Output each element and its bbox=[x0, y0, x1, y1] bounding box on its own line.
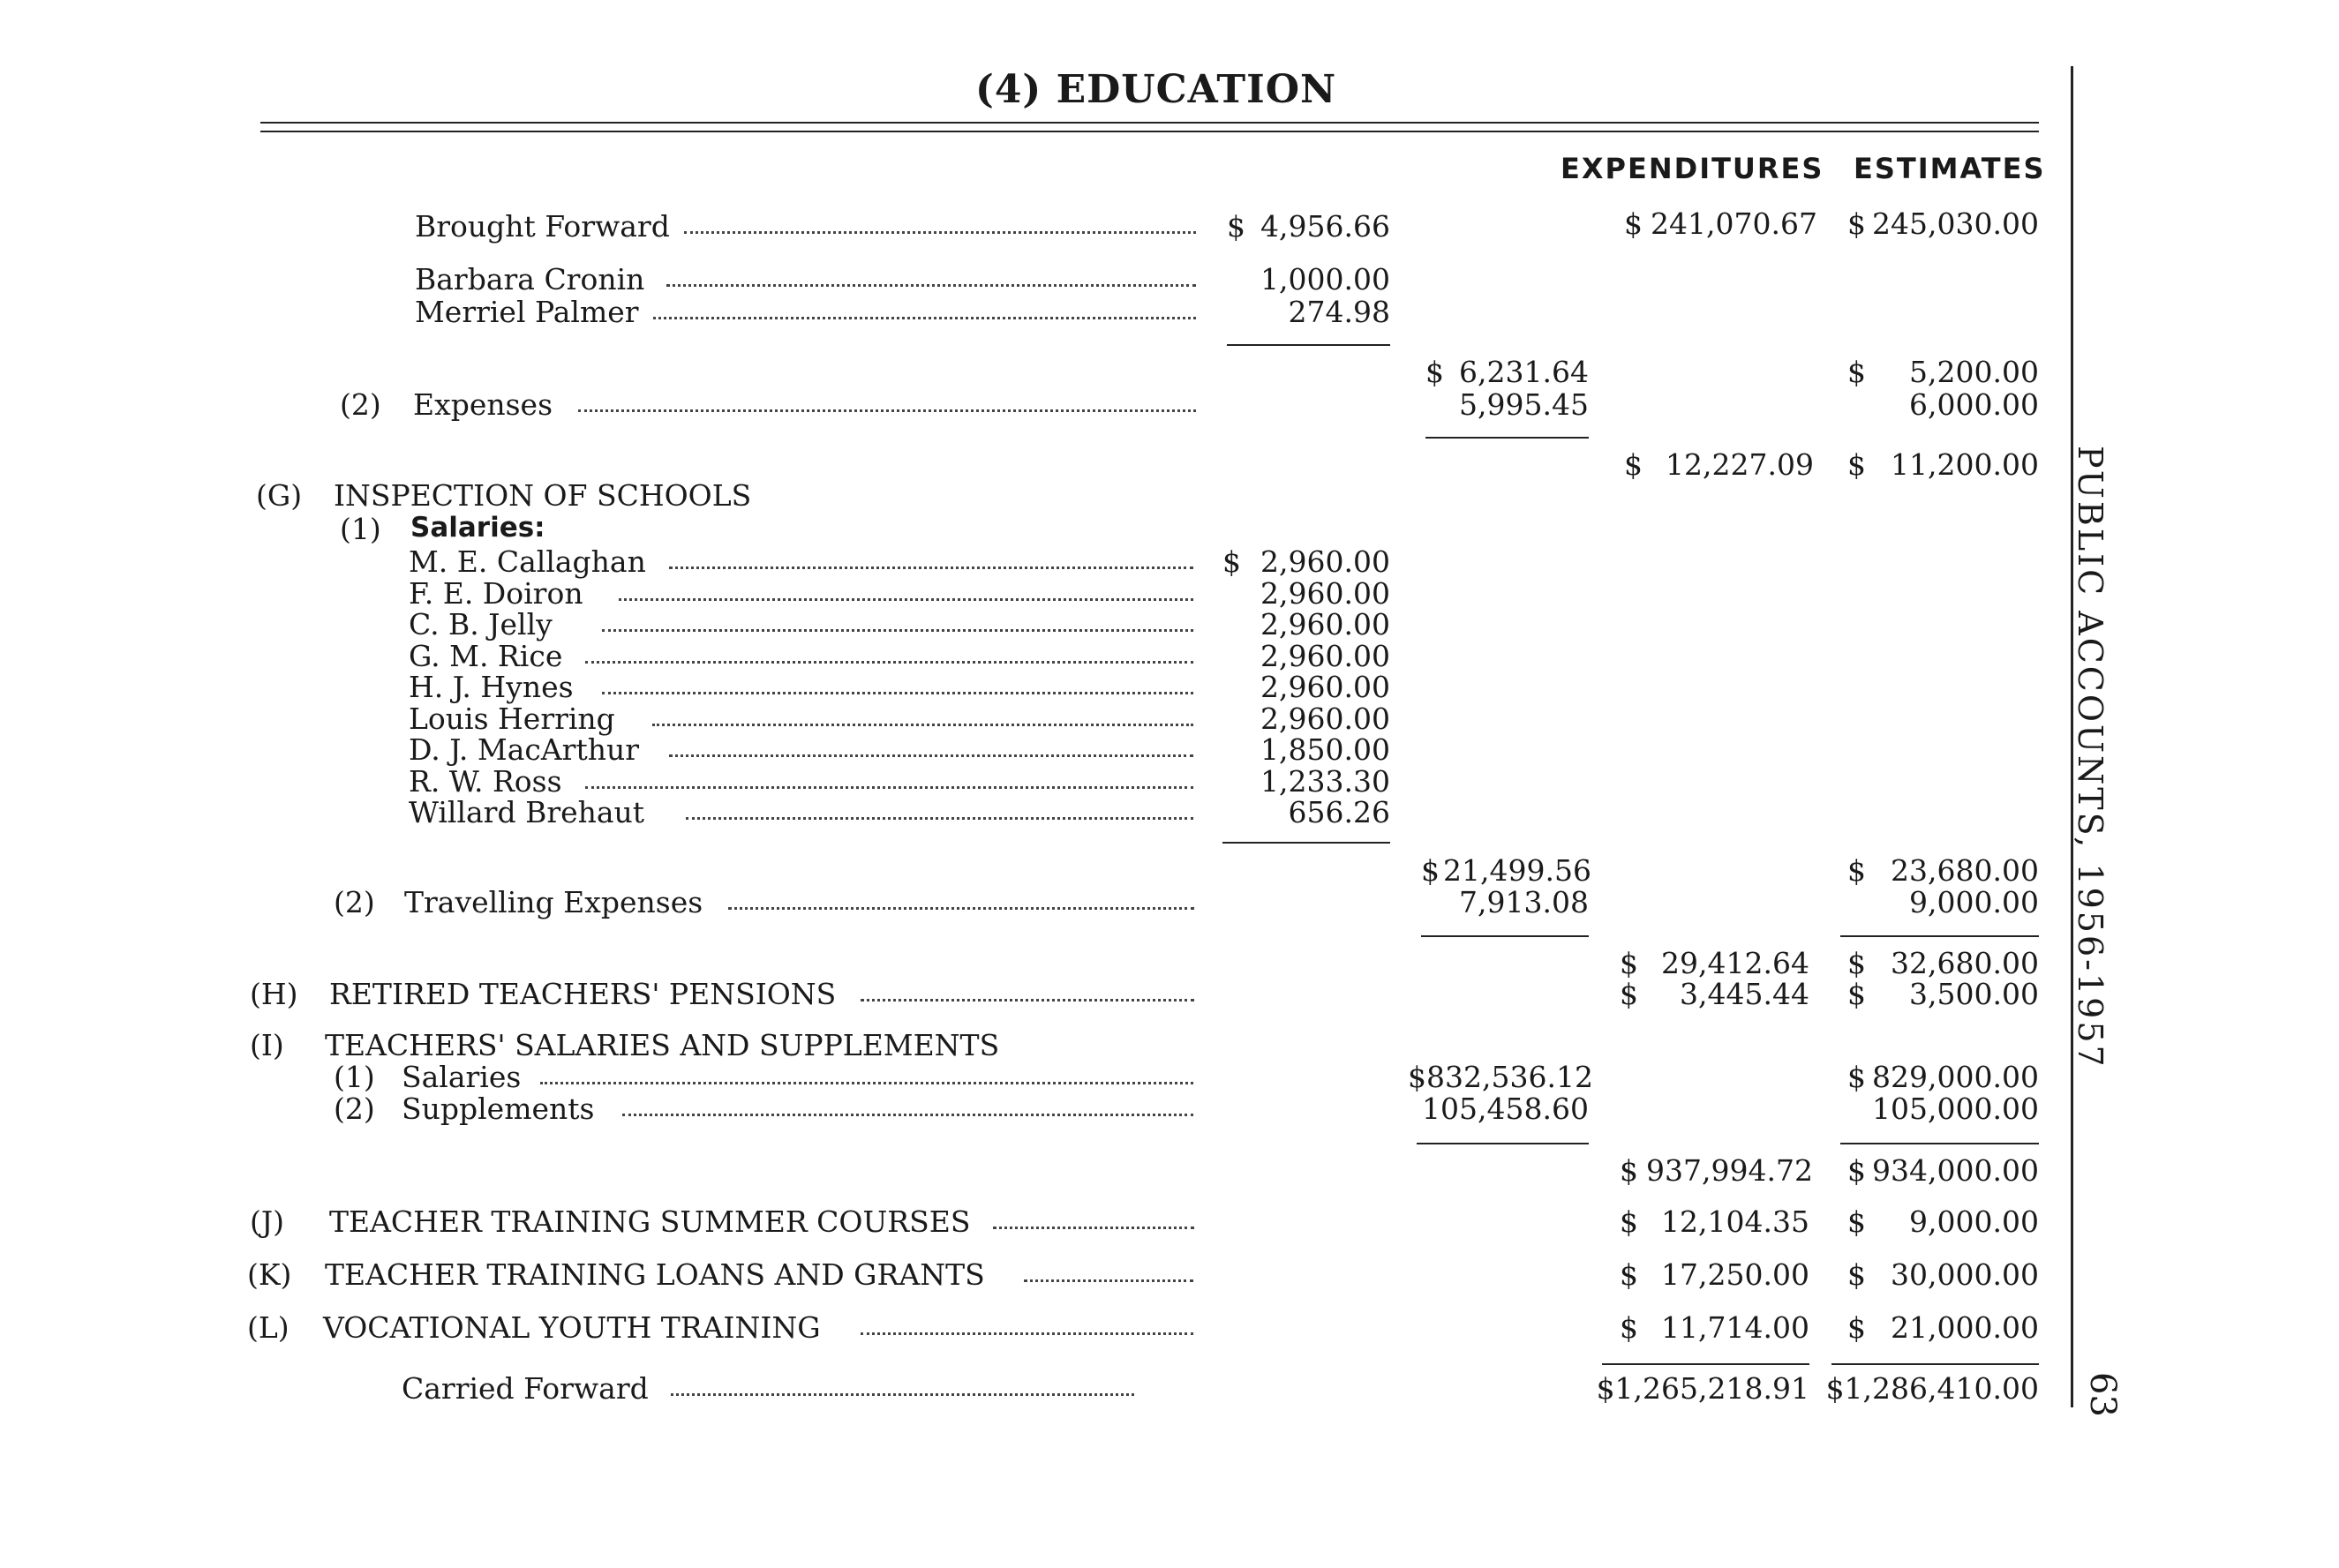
currency-sign: $ bbox=[1624, 447, 1643, 482]
currency-sign: $ bbox=[1847, 1310, 1866, 1345]
currency-sign: $ bbox=[1421, 853, 1440, 888]
currency-sign: $ bbox=[1624, 206, 1643, 241]
leader-dots bbox=[666, 284, 1196, 287]
section-title: TEACHER TRAINING LOANS AND GRANTS bbox=[325, 1257, 985, 1292]
leader-dots bbox=[686, 817, 1193, 820]
carried-forward-label: Carried Forward bbox=[402, 1371, 649, 1406]
currency-sign: $ bbox=[1620, 977, 1638, 1011]
leader-dots bbox=[861, 999, 1194, 1002]
staff-amount: 656.26 bbox=[1288, 795, 1390, 829]
staff-name: H. J. Hynes bbox=[409, 670, 574, 704]
carried-forward-estimate: $1,286,410.00 bbox=[1825, 1371, 2039, 1406]
expenses-estimate: 6,000.00 bbox=[1909, 387, 2039, 422]
currency-sign: $ bbox=[1847, 1060, 1866, 1094]
currency-sign: $ bbox=[1620, 1257, 1638, 1292]
leader-dots bbox=[728, 907, 1194, 910]
youth-training-estimate: 21,000.00 bbox=[1891, 1310, 2039, 1345]
section-g-total-estimate: 32,680.00 bbox=[1891, 946, 2039, 980]
staff-name: C. B. Jelly bbox=[409, 607, 553, 641]
currency-sign: $ bbox=[1425, 355, 1444, 389]
youth-training-expenditure: 11,714.00 bbox=[1661, 1310, 1809, 1345]
currency-sign: $ bbox=[1847, 853, 1866, 888]
currency-sign: $ bbox=[1847, 977, 1866, 1011]
subtotal-rule bbox=[1421, 935, 1589, 937]
staff-amount: 2,960.00 bbox=[1260, 701, 1390, 736]
page-number: 63 bbox=[2082, 1372, 2123, 1417]
item-number: (2) bbox=[334, 885, 375, 919]
section-f-total-expenditure: 12,227.09 bbox=[1666, 447, 1814, 482]
item-number: (2) bbox=[334, 1092, 375, 1126]
expenses-expenditure: 5,995.45 bbox=[1459, 387, 1589, 422]
leader-dots bbox=[578, 409, 1196, 412]
page-title: (4) EDUCATION bbox=[975, 67, 1337, 112]
leader-dots bbox=[602, 692, 1193, 694]
staff-amount: 2,960.00 bbox=[1260, 544, 1390, 579]
section-title: INSPECTION OF SCHOOLS bbox=[334, 478, 752, 513]
leader-dots bbox=[861, 1332, 1193, 1335]
expenditures-header: EXPENDITURES bbox=[1561, 152, 1824, 185]
currency-sign: $ bbox=[1847, 1257, 1866, 1292]
side-running-title: PUBLIC ACCOUNTS, 1956-1957 bbox=[2071, 446, 2110, 1069]
staff-name: Barbara Cronin bbox=[415, 262, 645, 296]
travel-label: Travelling Expenses bbox=[404, 885, 703, 919]
salaries-label: Salaries bbox=[402, 1060, 522, 1094]
subtotal-rule bbox=[1840, 1143, 2039, 1144]
header-rule bbox=[260, 122, 2039, 124]
section-letter: (J) bbox=[250, 1204, 284, 1239]
inspection-salaries-expenditure: 21,499.56 bbox=[1443, 853, 1591, 888]
section-title: RETIRED TEACHERS' PENSIONS bbox=[329, 977, 837, 1011]
staff-amount: 2,960.00 bbox=[1260, 670, 1390, 704]
subtotal-rule bbox=[1222, 842, 1390, 844]
staff-name: Louis Herring bbox=[409, 701, 615, 736]
currency-sign: $ bbox=[1620, 1153, 1638, 1188]
pensions-expenditure: 3,445.44 bbox=[1680, 977, 1809, 1011]
travel-estimate: 9,000.00 bbox=[1909, 885, 2039, 919]
staff-amount: 2,960.00 bbox=[1260, 576, 1390, 611]
subtotal-rule bbox=[1425, 437, 1589, 439]
estimates-header: ESTIMATES bbox=[1854, 152, 2046, 185]
currency-sign: $ bbox=[1620, 946, 1638, 980]
staff-name: D. J. MacArthur bbox=[409, 732, 640, 767]
currency-sign: $ bbox=[1847, 206, 1866, 241]
section-letter: (H) bbox=[250, 977, 298, 1011]
leader-dots bbox=[622, 1114, 1193, 1116]
leader-dots bbox=[669, 566, 1193, 569]
currency-sign: $ bbox=[1847, 447, 1866, 482]
section-title: TEACHERS' SALARIES AND SUPPLEMENTS bbox=[325, 1028, 1000, 1062]
travel-expenditure: 7,913.08 bbox=[1459, 885, 1589, 919]
section-f-total-estimate: 11,200.00 bbox=[1891, 447, 2039, 482]
loans-grants-estimate: 30,000.00 bbox=[1891, 1257, 2039, 1292]
section-title: VOCATIONAL YOUTH TRAINING bbox=[323, 1310, 821, 1345]
item-number: (2) bbox=[340, 387, 381, 422]
section-i-total-estimate: 934,000.00 bbox=[1872, 1153, 2039, 1188]
currency-sign: $ bbox=[1620, 1310, 1638, 1345]
section-letter: (L) bbox=[247, 1310, 290, 1345]
item-number: (1) bbox=[340, 512, 381, 546]
teacher-salaries-expenditure: $832,536.12 bbox=[1408, 1060, 1593, 1094]
loans-grants-expenditure: 17,250.00 bbox=[1661, 1257, 1809, 1292]
subtotal-rule bbox=[1227, 344, 1390, 346]
leader-dots bbox=[653, 317, 1196, 319]
brought-forward-label: Brought Forward bbox=[415, 209, 670, 244]
staff-amount: 274.98 bbox=[1288, 295, 1390, 329]
staff-name: G. M. Rice bbox=[409, 639, 563, 673]
salaries-heading: Salaries: bbox=[410, 512, 545, 544]
supplements-estimate: 105,000.00 bbox=[1872, 1092, 2039, 1126]
staff-amount: 1,233.30 bbox=[1260, 764, 1390, 799]
supplements-expenditure: 105,458.60 bbox=[1422, 1092, 1589, 1126]
section-letter: (I) bbox=[250, 1028, 284, 1062]
header-rule bbox=[260, 131, 2039, 132]
leader-dots bbox=[540, 1082, 1193, 1084]
expenses-label: Expenses bbox=[413, 387, 553, 422]
pensions-estimate: 3,500.00 bbox=[1909, 977, 2039, 1011]
leader-dots bbox=[671, 1393, 1134, 1396]
subtotal-rule bbox=[1417, 1143, 1589, 1144]
total-rule bbox=[1602, 1363, 1809, 1365]
currency-sign: $ bbox=[1847, 1153, 1866, 1188]
carried-forward-expenditure: $1,265,218.91 bbox=[1596, 1371, 1809, 1406]
currency-sign: $ bbox=[1222, 544, 1241, 579]
staff-name: Merriel Palmer bbox=[415, 295, 639, 329]
currency-sign: $ bbox=[1620, 1204, 1638, 1239]
section-g-total-expenditure: 29,412.64 bbox=[1661, 946, 1809, 980]
staff-name: F. E. Doiron bbox=[409, 576, 583, 611]
section-letter: (G) bbox=[256, 478, 303, 513]
salaries-subtotal-estimate: 5,200.00 bbox=[1909, 355, 2039, 389]
brought-forward-amount: 4,956.66 bbox=[1260, 209, 1390, 244]
section-title: TEACHER TRAINING SUMMER COURSES bbox=[329, 1204, 971, 1239]
currency-sign: $ bbox=[1847, 355, 1866, 389]
leader-dots bbox=[1024, 1279, 1193, 1282]
inspection-salaries-estimate: 23,680.00 bbox=[1891, 853, 2039, 888]
leader-dots bbox=[585, 661, 1193, 664]
item-number: (1) bbox=[334, 1060, 375, 1094]
salaries-subtotal-expenditure: 6,231.64 bbox=[1459, 355, 1589, 389]
leader-dots bbox=[619, 598, 1193, 601]
staff-amount: 1,000.00 bbox=[1260, 262, 1390, 296]
staff-name: M. E. Callaghan bbox=[409, 544, 646, 579]
leader-dots bbox=[602, 629, 1193, 632]
total-rule bbox=[1831, 1363, 2039, 1365]
summer-courses-expenditure: 12,104.35 bbox=[1661, 1204, 1809, 1239]
leader-dots bbox=[669, 754, 1193, 757]
brought-forward-expenditure: 241,070.67 bbox=[1651, 206, 1817, 241]
subtotal-rule bbox=[1840, 935, 2039, 937]
summer-courses-estimate: 9,000.00 bbox=[1909, 1204, 2039, 1239]
section-i-total-expenditure: 937,994.72 bbox=[1646, 1153, 1813, 1188]
staff-amount: 2,960.00 bbox=[1260, 607, 1390, 641]
leader-dots bbox=[684, 231, 1196, 234]
staff-amount: 2,960.00 bbox=[1260, 639, 1390, 673]
supplements-label: Supplements bbox=[402, 1092, 595, 1126]
staff-amount: 1,850.00 bbox=[1260, 732, 1390, 767]
leader-dots bbox=[585, 786, 1193, 789]
currency-sign: $ bbox=[1847, 1204, 1866, 1239]
currency-sign: $ bbox=[1227, 209, 1245, 244]
leader-dots bbox=[652, 724, 1193, 726]
staff-name: R. W. Ross bbox=[409, 764, 562, 799]
leader-dots bbox=[993, 1227, 1194, 1229]
currency-sign: $ bbox=[1847, 946, 1866, 980]
teacher-salaries-estimate: 829,000.00 bbox=[1872, 1060, 2039, 1094]
brought-forward-estimate: 245,030.00 bbox=[1872, 206, 2039, 241]
section-letter: (K) bbox=[247, 1257, 292, 1292]
staff-name: Willard Brehaut bbox=[409, 795, 645, 829]
